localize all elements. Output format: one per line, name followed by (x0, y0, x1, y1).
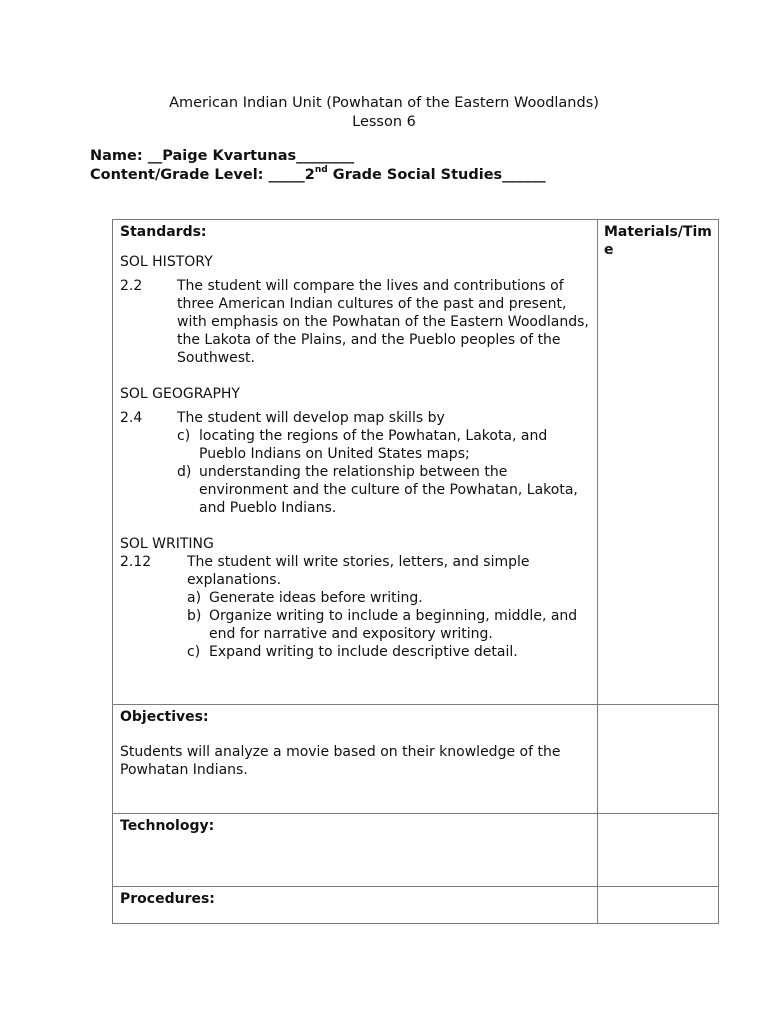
geography-item (177, 427, 590, 463)
item-text: Expand writing to include descriptive detail. (209, 644, 518, 660)
materials-cell (598, 220, 719, 705)
grade-line (90, 166, 546, 185)
grade-superscript: nd (314, 165, 328, 176)
grade-prefix: _____2 (268, 167, 315, 183)
history-heading: SOL HISTORY (120, 254, 213, 270)
geography-standard (120, 409, 590, 517)
history-text: The student will compare the lives and contributions of three American Indian cultures of the past and present, with emphasis on the Powhatan of the Eastern Woodlands, the Lakota of the Plains, and the Pueblo peoples of the Southwest. (177, 278, 589, 366)
writing-text: The student will write stories, letters, and simple explanations. (187, 554, 530, 588)
document-title (0, 94, 768, 132)
geography-number: 2.4 (120, 410, 143, 426)
writing-item (187, 643, 590, 661)
geography-item (177, 463, 590, 517)
lesson-meta (90, 147, 546, 185)
objectives-row (113, 705, 719, 814)
name-label: Name: (90, 148, 143, 164)
procedures-materials-cell (598, 887, 719, 924)
grade-suffix: Grade Social Studies______ (327, 167, 546, 183)
technology-cell (113, 814, 598, 887)
objectives-materials-cell (598, 705, 719, 814)
technology-materials-cell (598, 814, 719, 887)
technology-row (113, 814, 719, 887)
standards-cell (113, 220, 598, 705)
geography-text: The student will develop map skills by (177, 410, 445, 426)
item-label: b) (187, 608, 202, 624)
writing-item (187, 607, 590, 643)
grade-label: Content/Grade Level: (90, 167, 264, 183)
item-label: c) (177, 428, 191, 444)
standards-row (113, 220, 719, 705)
writing-item (187, 589, 590, 607)
item-text: locating the regions of the Powhatan, Lakota, and Pueblo Indians on United States maps; (199, 428, 548, 462)
item-label: c) (187, 644, 201, 660)
item-label: a) (187, 590, 202, 606)
procedures-label: Procedures: (120, 891, 215, 907)
item-text: Organize writing to include a beginning, middle, and end for narrative and expository writing. (209, 608, 578, 642)
writing-standard (120, 553, 590, 661)
objectives-cell (113, 705, 598, 814)
technology-label: Technology: (120, 818, 215, 834)
name-value: __Paige Kvartunas________ (147, 148, 355, 164)
history-standard (120, 277, 590, 367)
writing-heading: SOL WRITING (120, 536, 214, 552)
standards-label: Standards: (120, 224, 207, 240)
item-text: Generate ideas before writing. (209, 590, 423, 606)
lesson-number: Lesson 6 (352, 114, 416, 130)
lesson-plan-table (112, 219, 719, 924)
geography-heading: SOL GEOGRAPHY (120, 386, 240, 402)
procedures-cell (113, 887, 598, 924)
procedures-row (113, 887, 719, 924)
history-number: 2.2 (120, 278, 143, 294)
item-text: understanding the relationship between the environment and the culture of the Powhatan, Lakota, and Pueblo Indians. (199, 464, 578, 516)
name-line (90, 147, 546, 166)
item-label: d) (177, 464, 192, 480)
unit-title: American Indian Unit (Powhatan of the Eastern Woodlands) (169, 95, 599, 111)
writing-number: 2.12 (120, 554, 152, 570)
objectives-label: Objectives: (120, 709, 209, 725)
materials-header: Materials/Time (604, 224, 712, 258)
objectives-text: Students will analyze a movie based on their knowledge of the Powhatan Indians. (120, 744, 561, 778)
